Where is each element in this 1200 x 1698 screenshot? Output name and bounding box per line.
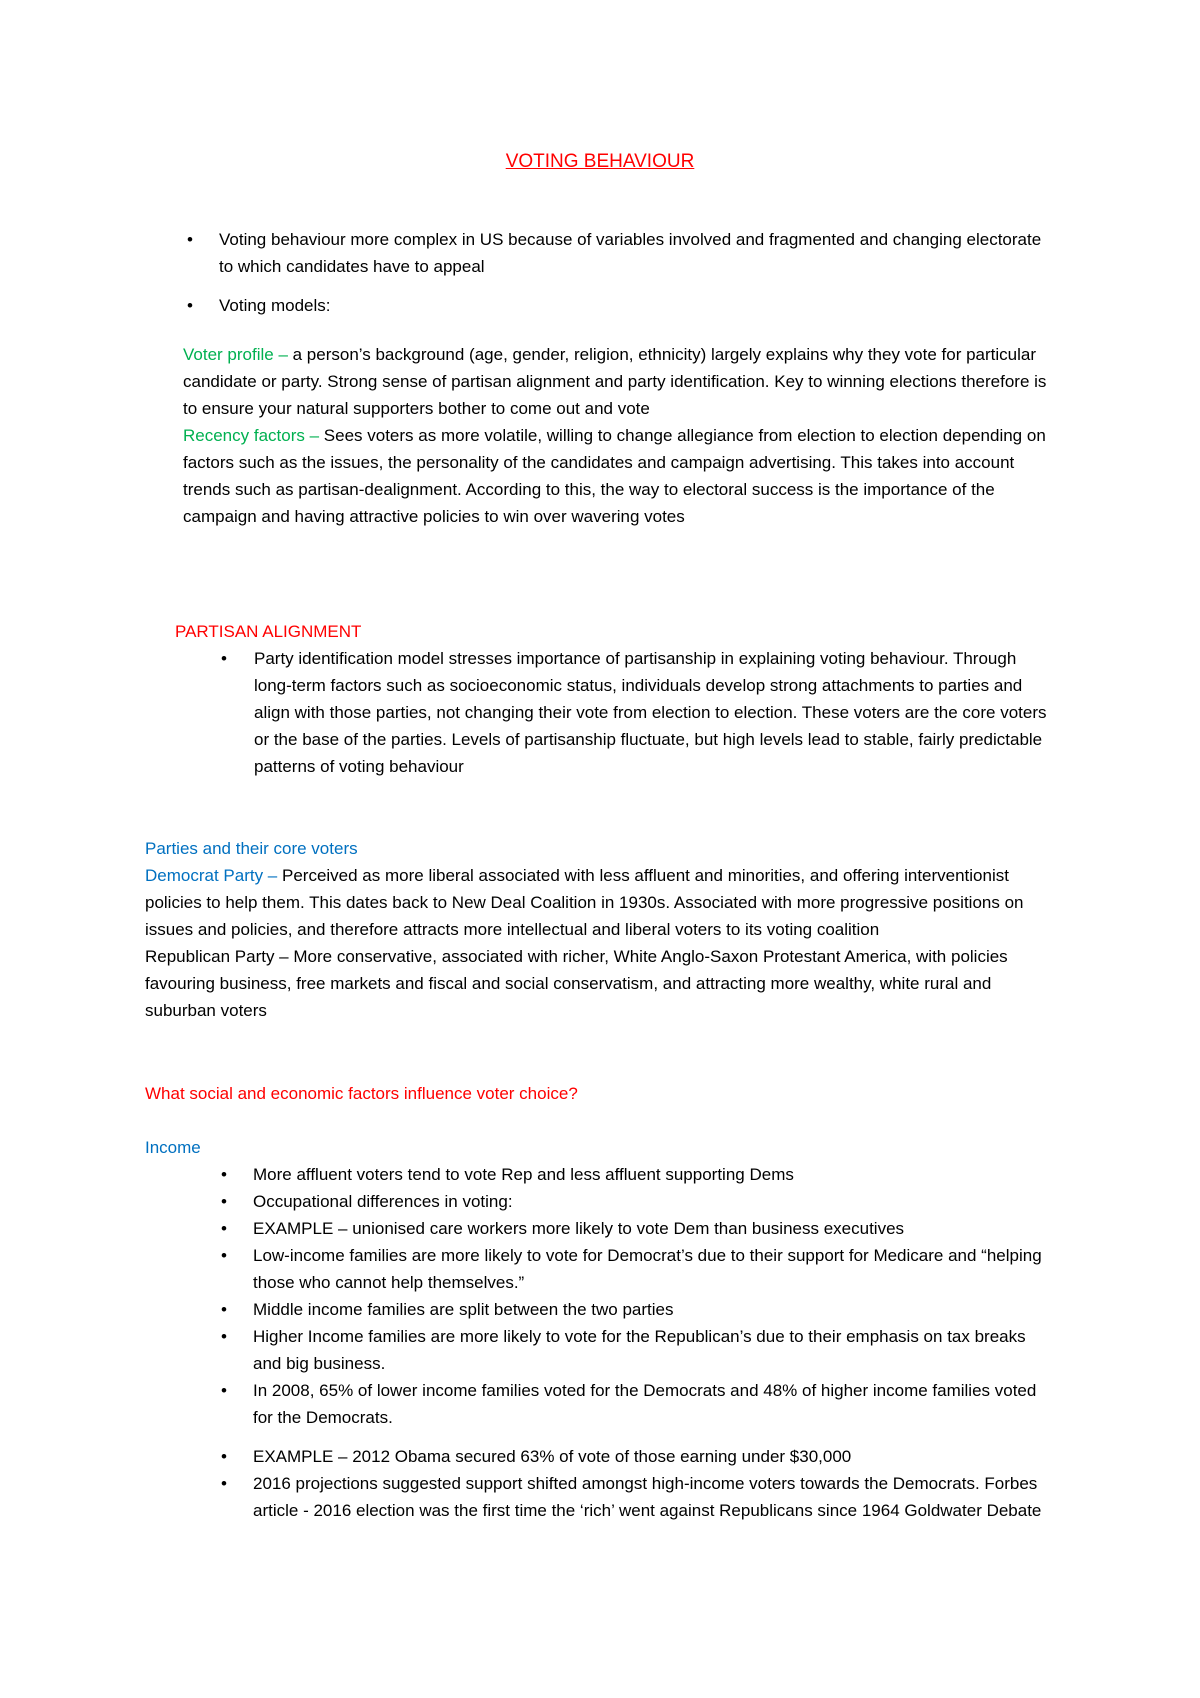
partisan-alignment-section xyxy=(175,618,1055,780)
bullet-icon: • xyxy=(221,1300,227,1319)
recency-factors-paragraph: Recency factors – Sees voters as more volatile, willing to change allegiance from election to election depending on factors such as the issues, the personality of the candidates and campaign advertising. This takes into account trends such as partisan-dealignment. According to this, the way to electoral success is the importance of the campaign and having attractive policies to win over wavering votes xyxy=(183,426,1046,526)
factors-question: What social and economic factors influence voter choice? xyxy=(145,1084,578,1103)
partisan-alignment-heading: PARTISAN ALIGNMENT xyxy=(175,622,362,641)
republican-paragraph: Republican Party – More conservative, associated with richer, White Anglo-Saxon Protestant America, with policies favouring business, free markets and fiscal and social conservatism, and attracting more wealthy, white rural and suburban voters xyxy=(145,947,1008,1020)
voter-profile-label: Voter profile – xyxy=(183,345,288,364)
list-item: • In 2008, 65% of lower income families voted for the Democrats and 48% of higher income families voted for the Democrats. xyxy=(217,1377,1057,1431)
bullet-icon: • xyxy=(187,230,193,249)
bullet-icon: • xyxy=(221,1165,227,1184)
list-item: • Party identification model stresses importance of partisanship in explaining voting behaviour. Through long-term factors such as socioeconomic status, individuals develop strong attachments to parties and align with those parties, not changing their vote from election to election. These voters are the core voters or the base of the parties. Levels of partisanship fluctuate, but high levels lead to stable, fairly predictable patterns of voting behaviour xyxy=(217,645,1055,780)
page-title: VOTING BEHAVIOUR xyxy=(505,151,695,172)
list-item: • More affluent voters tend to vote Rep and less affluent supporting Dems xyxy=(217,1161,1057,1188)
list-item: • Higher Income families are more likely to vote for the Republican’s due to their emphasis on tax breaks and big business. xyxy=(217,1323,1057,1377)
list-item: • Voting models: xyxy=(183,292,1043,319)
factors-question-block xyxy=(145,1080,1045,1107)
list-item: • EXAMPLE – unionised care workers more likely to vote Dem than business executives xyxy=(217,1215,1057,1242)
bullet-icon: • xyxy=(221,1192,227,1211)
list-item: • Voting behaviour more complex in US because of variables involved and fragmented and changing electorate to which candidates have to appeal xyxy=(183,226,1043,280)
income-section xyxy=(145,1134,1065,1524)
democrat-paragraph: Democrat Party – Perceived as more liberal associated with less affluent and minorities, and offering interventionist policies to help them. This dates back to New Deal Coalition in 1930s. Associated with more progressive positions on issues and policies, and therefore attracts more intellectual and liberal voters to its voting coalition xyxy=(145,866,1024,939)
core-voters-heading: Parties and their core voters xyxy=(145,839,358,858)
bullet-icon: • xyxy=(221,1246,227,1265)
democrat-label: Democrat Party – xyxy=(145,866,278,885)
bullet-icon: • xyxy=(187,296,193,315)
income-bullet-list xyxy=(217,1161,1057,1524)
core-voters-section xyxy=(145,835,1065,1024)
list-item: • Low-income families are more likely to vote for Democrat’s due to their support for Medicare and “helping those who cannot help themselves.” xyxy=(217,1242,1057,1296)
intro-bullet-list xyxy=(183,226,1043,319)
recency-factors-label: Recency factors – xyxy=(183,426,320,445)
voter-profile-paragraph: Voter profile – a person’s background (age, gender, religion, ethnicity) largely explains why they vote for particular candidate or party. Strong sense of partisan alignment and party identification. Key to winning elections therefore is to ensure your natural supporters bother to come out and vote xyxy=(183,345,1047,418)
voting-models-section xyxy=(183,341,1063,530)
list-item: • Occupational differences in voting: xyxy=(217,1188,1057,1215)
list-item: • 2016 projections suggested support shifted amongst high-income voters towards the Democrats. Forbes article - 2016 election was the first time the ‘rich’ went against Republicans since 1964 Goldwater Debate xyxy=(217,1470,1057,1524)
bullet-icon: • xyxy=(221,649,227,668)
bullet-icon: • xyxy=(221,1327,227,1346)
list-item: • EXAMPLE – 2012 Obama secured 63% of vote of those earning under $30,000 xyxy=(217,1443,1057,1470)
bullet-icon: • xyxy=(221,1447,227,1466)
bullet-icon: • xyxy=(221,1381,227,1400)
bullet-icon: • xyxy=(221,1219,227,1238)
bullet-icon: • xyxy=(221,1474,227,1493)
income-heading: Income xyxy=(145,1138,201,1157)
list-item: • Middle income families are split between the two parties xyxy=(217,1296,1057,1323)
